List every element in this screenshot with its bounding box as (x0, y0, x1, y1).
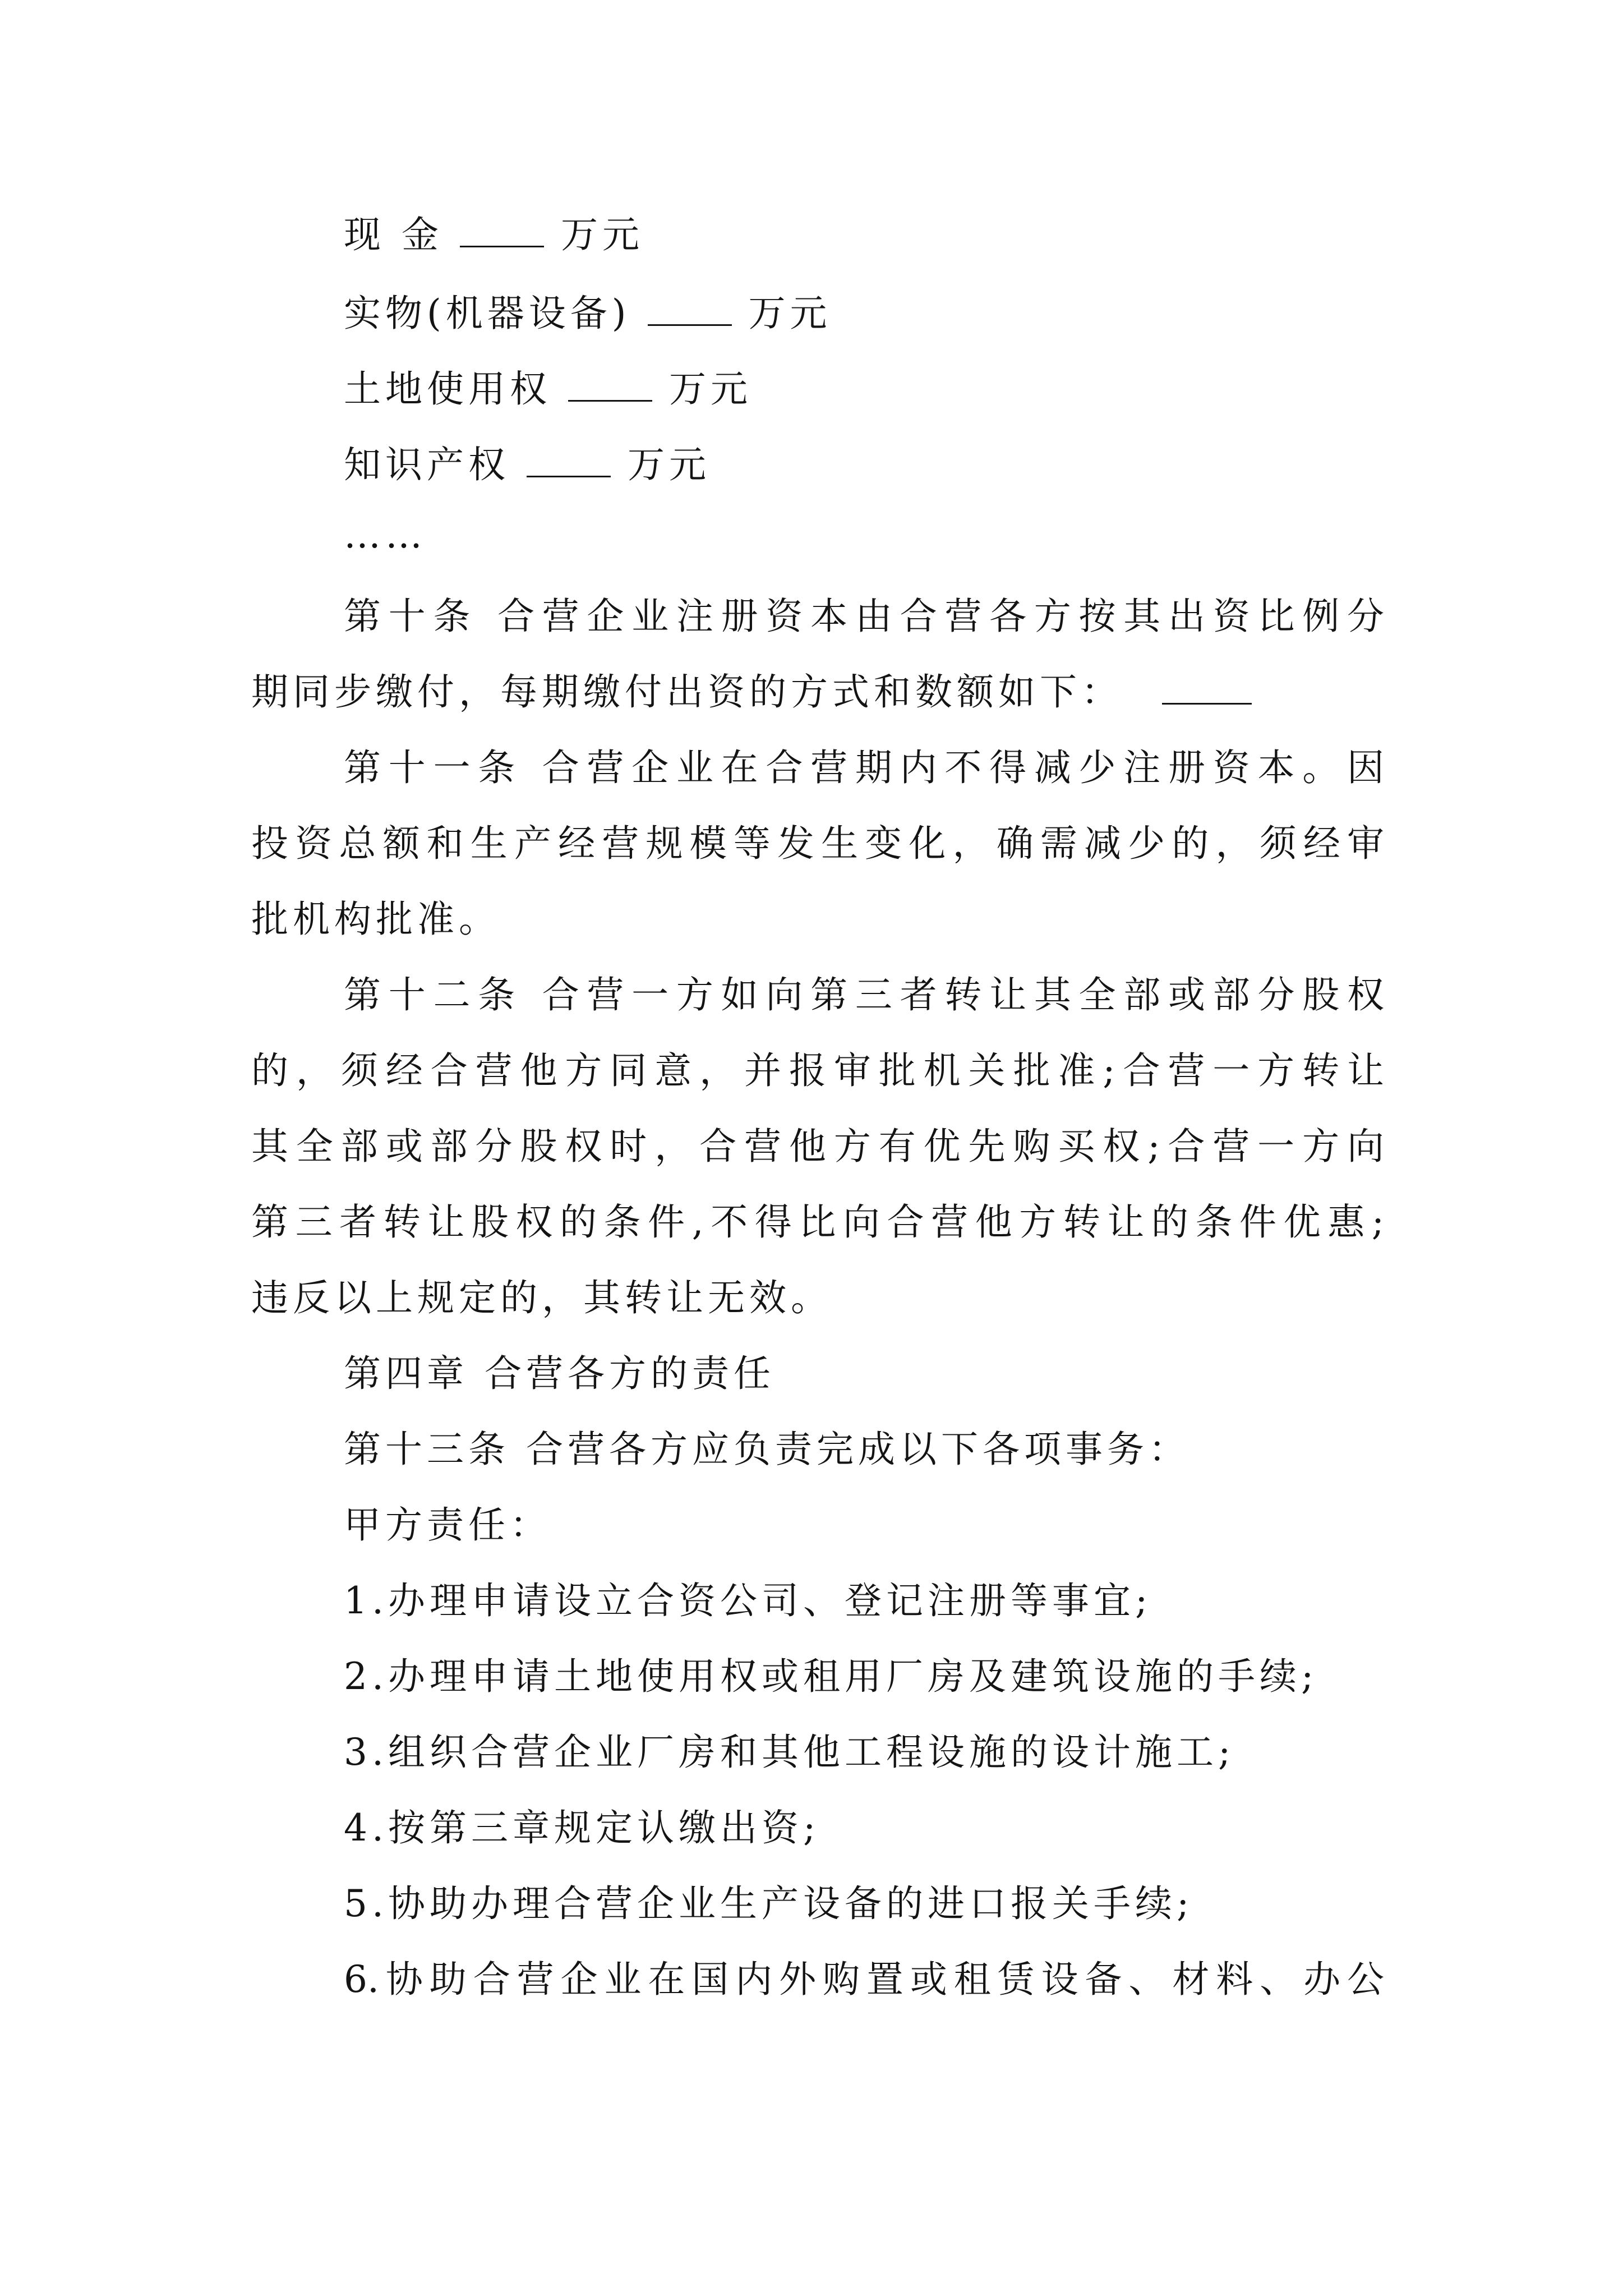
contribution-label: 知识产权 (344, 443, 510, 486)
party-a-item: 4.按第三章规定认缴出资; (344, 1806, 820, 1849)
contribution-label: 现 金 (344, 213, 443, 256)
article-10-line-1: 第十条 合营企业注册资本由合营各方按其出资比例分 (344, 595, 1384, 638)
amount-blank (648, 296, 732, 326)
amount-blank (527, 448, 611, 477)
contribution-land-use-right (344, 365, 752, 414)
contribution-label: 实物(机器设备) (344, 292, 631, 335)
article-11-line-2: 投资总额和生产经营规模等发生变化，确需减少的，须经审 (251, 822, 1384, 865)
contribution-unit: 万元 (669, 367, 752, 411)
party-a-item: 6.协助合营企业在国内外购置或租赁设备、材料、办公 (344, 1958, 1384, 2001)
article-11-line-1: 第十一条 合营企业在合营期内不得减少注册资本。因 (344, 746, 1384, 789)
contribution-label: 土地使用权 (344, 367, 551, 411)
party-a-item: 5.协助办理合营企业生产设备的进口报关手续; (344, 1882, 1194, 1925)
ellipsis: …… (344, 513, 427, 556)
contribution-unit: 万元 (628, 443, 711, 486)
party-a-item: 3.组织合营企业厂房和其他工程设施的设计施工; (344, 1731, 1235, 1774)
article-11-line-3: 批机构批准。 (251, 898, 500, 941)
article-12-line-5: 违反以上规定的，其转让无效。 (251, 1276, 832, 1319)
article-12-line-4: 第三者转让股权的条件,不得比向合营他方转让的条件优惠; (251, 1200, 1384, 1244)
article-10-line-2: 期同步缴付，每期缴付出资的方式和数额如下： (251, 668, 1269, 717)
chapter-4-title: 第四章 合营各方的责任 (344, 1352, 775, 1395)
contribution-cash (344, 210, 644, 260)
party-a-heading: 甲方责任： (344, 1503, 551, 1547)
payment-schedule-blank (1162, 675, 1252, 705)
contribution-unit: 万元 (748, 292, 832, 335)
contribution-unit: 万元 (560, 213, 644, 256)
party-a-item: 1.办理申请设立合资公司、登记注册等事宜; (344, 1579, 1152, 1622)
party-a-item: 2.办理申请土地使用权或租用厂房及建筑设施的手续; (344, 1655, 1318, 1698)
article-12-line-1: 第十二条 合营一方如向第三者转让其全部或部分股权 (344, 973, 1384, 1016)
amount-blank (568, 372, 652, 402)
contribution-ip (344, 440, 711, 490)
article-12-line-2: 的，须经合营他方同意，并报审批机关批准;合营一方转让 (251, 1049, 1384, 1092)
article-12-line-3: 其全部或部分股权时，合营他方有优先购买权;合营一方向 (251, 1125, 1384, 1168)
article-13: 第十三条 合营各方应负责完成以下各项事务： (344, 1428, 1190, 1471)
amount-blank (460, 218, 544, 247)
contribution-equipment (344, 289, 832, 338)
